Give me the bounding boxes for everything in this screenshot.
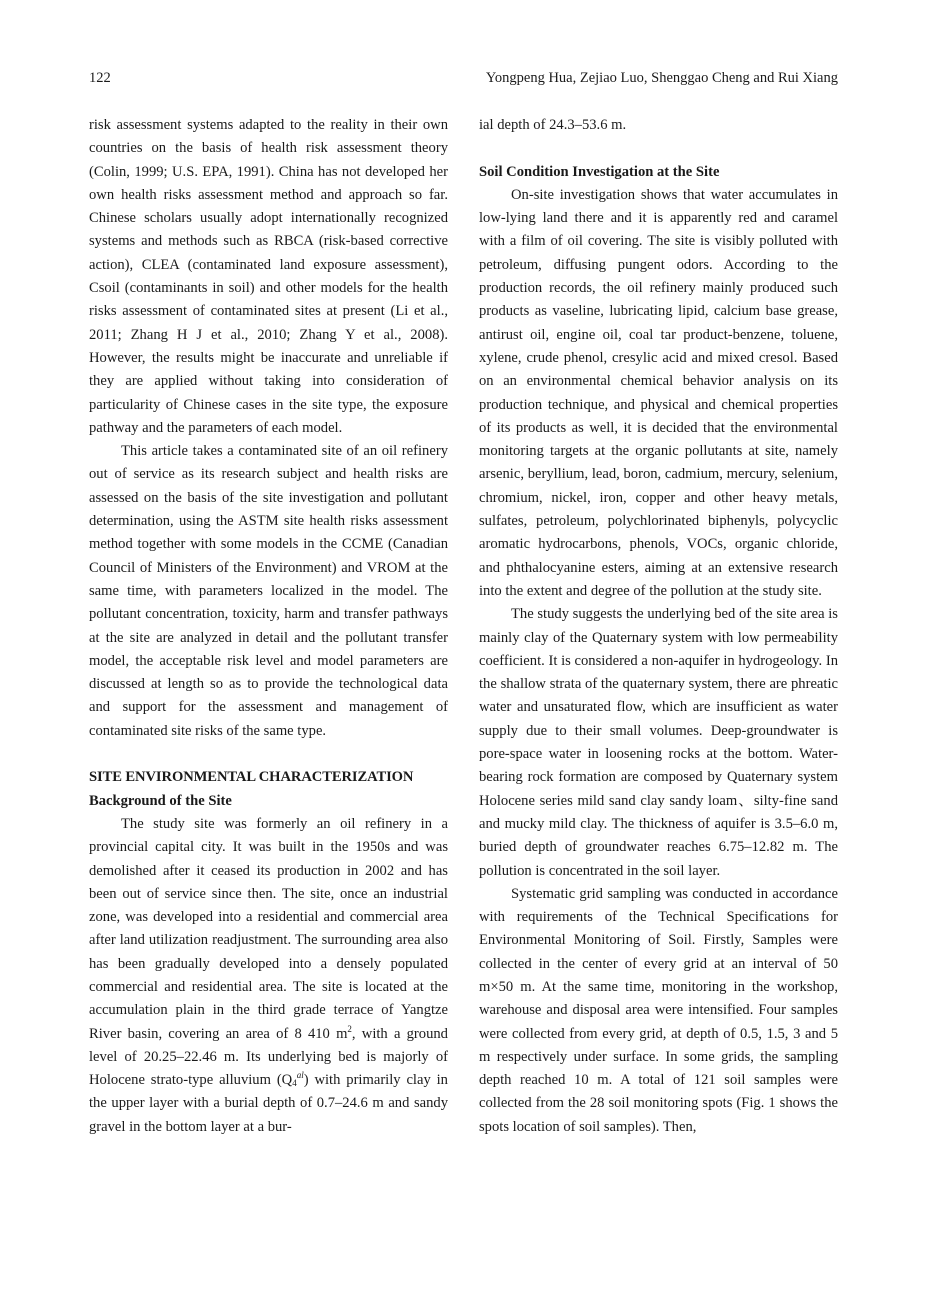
paragraph-site-background — [89, 813, 448, 1139]
area-unit-superscript: 2 — [347, 1023, 352, 1034]
running-head-authors: Yongpeng Hua, Zejiao Luo, Shenggao Cheng and Rui Xiang — [485, 70, 838, 86]
paragraph-burial-depth-continued: ial depth of 24.3–53.6 m. — [479, 117, 627, 133]
right-column — [479, 114, 838, 1139]
subheading-background: Background of the Site — [89, 792, 232, 809]
page-header — [89, 70, 838, 92]
left-column — [89, 114, 448, 1139]
paragraph-grid-sampling: Systematic grid sampling was conducted in accordance with requirements of the Technical Specifications for Environmental Monitoring of Soil. Firstly, Samples were collected in the center of every grid at an interval of 50 m×50 m. At the same time, monitoring in the workshop, warehouse and disposal area were intensified. Four samples were collected from every grid, at depth of 0.5, 1.5, 3 and 5 m respectively under surface. In some grids, the sampling depth reached 10 m. A total of 121 soil samples were collected from the 28 soil monitoring spots (Fig. 1 shows the spots location of soil samples). Then, — [479, 885, 838, 1135]
page-number: 122 — [89, 70, 111, 86]
alluvium-symbol — [292, 1072, 304, 1088]
subheading-soil-condition: Soil Condition Investigation at the Site — [479, 163, 720, 180]
paragraph-underlying-bed: The study suggests the underlying bed of the site area is mainly clay of the Quaternary system with low permeability coefficient. It is considered a non-aquifer in hydrogeology. In the shallow strata of the quaternary system, there are phreatic water and unsaturated flow, which are insufficient as water supply due to their small volumes. Deep-groundwater is pore-space water in loosening rocks at the bottom. Water-bearing rock formation are composed by Quaternary system Holocene series mild sand clay sandy loam、silty-fine sand and mucky mild clay. The thickness of aquifer is 3.5–6.0 m, buried depth of groundwater reaches 6.75–12.82 m. The pollution is concentrated in the soil layer. — [479, 606, 838, 879]
paragraph-onsite-investigation: On-site investigation shows that water accumulates in low-lying land there and it is apparently red and caramel with a film of oil covering. The site is visibly polluted with petroleum, diffusing pungent odors. According to the production records, the oil refinery mainly produced such products as vaseline, lubricating lipid, calcium base grease, antirust oil, engine oil, coal tar product-benzene, toluene, xylene, crude phenol, cresylic acid and mixed cresol. Based on an environmental chemical behavior analysis on its production technique, and physical and chemical properties of its products as well, it is decided that the environmental monitoring targets at the organic pollutants at site, namely arsenic, beryllium, lead, boron, cadmium, mercury, selenium, chromium, nickel, iron, copper and other heavy metals, sulfates, petroleum, polychlorinated biphenyls, polycyclic aromatic hydrocarbons, phenols, VOCs, organic chloride, and phthalocyanine esters, aiming at an extensive research into the extent and degree of the pollution at the study site. — [479, 186, 838, 599]
paragraph-article-scope: This article takes a contaminated site of an oil refinery out of service as its research subject and health risks are assessed on the basis of the site investigation and pollutant determination, using the ASTM site health risks assessment method together with some models in the CCME (Canadian Council of Ministers of the Environment) and VROM at the same time, with parameters localized in the model. The pollutant concentration, toxicity, harm and transfer pathways at the site are analyzed in detail and the pollutant transfer model, the acceptable risk level and model parameters are discussed at length so as to provide the technological data and support for the assessment and management of contaminated site risks of the same type. — [89, 443, 448, 739]
paragraph-intro-continued: risk assessment systems adapted to the reality in their own countries on the basis of health risk assessment theory (Colin, 1999; U.S. EPA, 1991). China has not developed her own health risks assessment method and approach so far. Chinese scholars usually adopt internationally recognized systems and methods such as RBCA (risk-based corrective action), CLEA (contaminated land exposure assessment), Csoil (contaminants in soil) and other models for the health risks assessment of contaminated sites at present (Li et al., 2011; Zhang H J et al., 2010; Zhang Y et al., 2008). However, the results might be inaccurate and unreliable if they are applied without taking into consideration of particularity of Chinese cases in the site type, the exposure pathway and the parameters of each model. — [89, 117, 448, 436]
section-heading-site-characterization: SITE ENVIRONMENTAL CHARACTERIZATION — [89, 769, 414, 786]
alluvium-superscript: al — [296, 1070, 304, 1081]
site-background-text-b: , with a ground level of 20.25–22.46 m. Its underlying bed is majorly of Holocene strato-type alluvium (Q — [89, 1025, 448, 1089]
site-background-text-a: The study site was formerly an oil refinery in a provincial capital city. It was built in the 1950s and was demolished after it ceased its production in 2002 and has been out of service since then. The site, once an industrial zone, was developed into a residential and commercial area after land utilization readjustment. The surrounding area also has been gradually developed into a densely populated commercial and residential area. The site is located at the accumulation plain in the third grade terrace of Yangtze River basin, covering an area of 8 410 m — [89, 815, 448, 1042]
site-background-text-c: ) with primarily clay in the upper layer with a burial depth of 0.7–24.6 m and sandy gravel in the bottom layer at a bur- — [89, 1072, 448, 1135]
alluvium-subscript: 4 — [292, 1078, 297, 1089]
